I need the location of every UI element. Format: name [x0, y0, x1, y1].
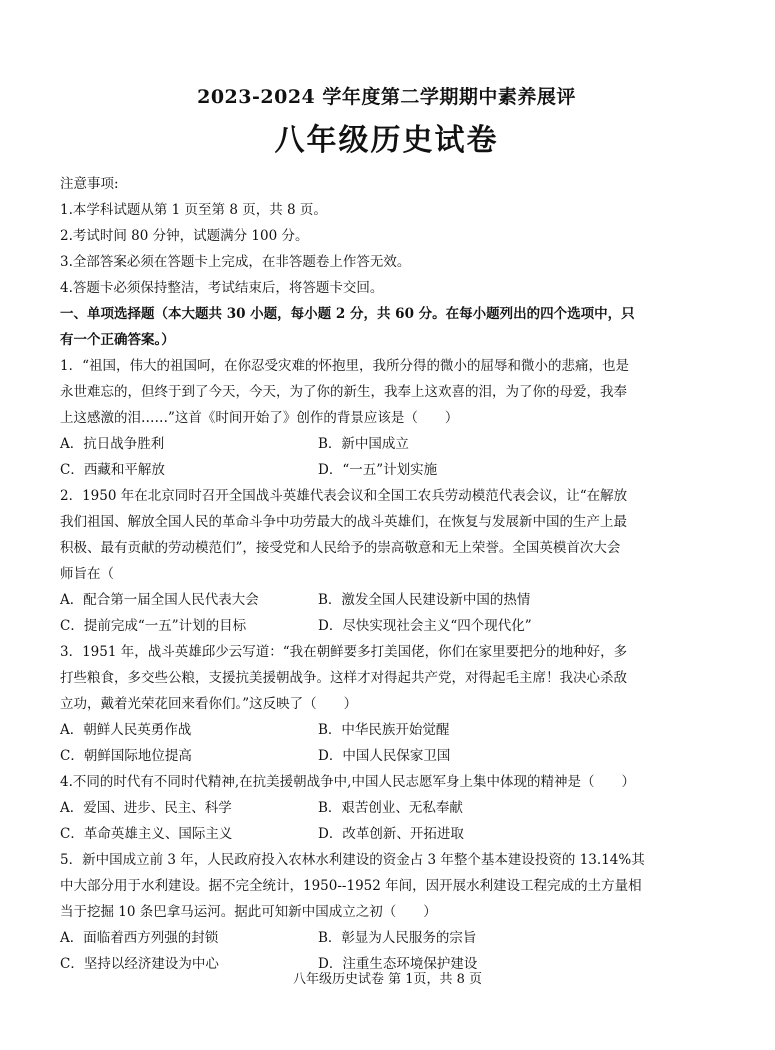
- option-b: B．彰显为人民服务的宗旨: [318, 930, 477, 946]
- question-text: 4.不同的时代有不同时代精神,在抗美援朝战争中,中国人民志愿军身上集中体现的精神是（ ）: [60, 774, 635, 790]
- section-heading: [60, 301, 713, 353]
- question-text: 积极、最有贡献的劳动模范们”，接受党和人民给予的崇高敬意和无上荣誉。全国英模首次大会: [60, 540, 621, 556]
- notice-item: 1.本学科试题从第 1 页至第 8 页，共 8 页。: [60, 202, 327, 218]
- option-a: A．配合第一届全国人民代表大会: [60, 592, 259, 608]
- page-footer: 八年级历史试卷 第 1页，共 8 页: [292, 972, 483, 987]
- question-text: 3．1951 年，战斗英雄邱少云写道：“我在朝鲜要多打美国佬，你们在家里要把分的地种好，多: [60, 644, 628, 660]
- exam-title-line1: 2023-2024 学年度第二学期期中素养展评: [197, 86, 576, 108]
- question-text: 永世难忘的，但终于到了今天，今天，为了你的新生，我奉上这欢喜的泪，为了你的母爱，我奉: [60, 384, 627, 400]
- option-c: C．提前完成“一五”计划的目标: [60, 618, 247, 634]
- question-5: [60, 847, 713, 977]
- section-heading-line: 有一个正确答案。）: [60, 332, 175, 348]
- option-d: D．注重生态环境保护建设: [318, 956, 478, 972]
- option-b: B．艰苦创业、无私奉献: [318, 800, 463, 816]
- section-heading-line: 一、单项选择题（本大题共 30 小题，每小题 2 分，共 60 分。在每小题列出的四个选项中，只: [60, 306, 635, 322]
- option-b: B．激发全国人民建设新中国的热情: [318, 592, 531, 608]
- question-text: 立功，戴着光荣花回来看你们。”这反映了（ ）: [60, 696, 358, 712]
- option-list: [60, 795, 713, 847]
- option-a: A．抗日战争胜利: [60, 436, 165, 452]
- option-list: [60, 717, 713, 769]
- option-a: A．朝鲜人民英勇作战: [60, 722, 192, 738]
- question-text: 5．新中国成立前 3 年，人民政府投入农林水利建设的资金占 3 年整个基本建设投资的 13.14%其: [60, 852, 645, 868]
- option-b: B．新中国成立: [318, 436, 409, 452]
- question-4: [60, 769, 713, 847]
- notice-item: 4.答题卡必须保持整洁，考试结束后，将答题卡交回。: [60, 280, 384, 296]
- option-c: C．革命英雄主义、国际主义: [60, 826, 233, 842]
- option-c: C．西藏和平解放: [60, 462, 165, 478]
- question-text: 打些粮食，多交些公粮，支援抗美援朝战争。这样才对得起共产党，对得起毛主席！我决心杀敌: [60, 670, 627, 686]
- question-2: [60, 483, 713, 639]
- question-1: [60, 353, 713, 483]
- option-a: A．面临着西方列强的封锁: [60, 930, 219, 946]
- question-text: 中大部分用于水利建设。据不完全统计，1950--1952 年间，因开展水利建设工程完成的土方量相: [60, 878, 642, 894]
- question-text: 2．1950 年在北京同时召开全国战斗英雄代表会议和全国工农兵劳动模范代表会议，让“在解放: [60, 488, 628, 504]
- notice-heading: 注意事项:: [60, 176, 119, 192]
- exam-title-line2: 八年级历史试卷: [274, 123, 499, 158]
- question-3: [60, 639, 713, 769]
- option-list: [60, 431, 713, 483]
- option-list: [60, 587, 713, 639]
- question-text: 1．“祖国，伟大的祖国呵，在你忍受灾难的怀抱里，我所分得的微小的屈辱和微小的悲痛，也是: [60, 358, 629, 374]
- question-text: 当于挖掘 10 条巴拿马运河。据此可知新中国成立之初（ ）: [60, 904, 437, 920]
- notice-item: 2.考试时间 80 分钟，试题满分 100 分。: [60, 228, 309, 244]
- question-text: 上这感激的泪……”这首《时间开始了》创作的背景应该是（ ）: [60, 410, 459, 426]
- question-text: 我们祖国、解放全国人民的革命斗争中功劳最大的战斗英雄们，在恢复与发展新中国的生产上最: [60, 514, 627, 530]
- option-c: C．坚持以经济建设为中心: [60, 956, 219, 972]
- option-d: D．改革创新、开拓进取: [318, 826, 464, 842]
- option-a: A．爱国、进步、民主、科学: [60, 800, 232, 816]
- option-d: D．尽快实现社会主义“四个现代化”: [318, 618, 532, 634]
- option-d: D．中国人民保家卫国: [318, 748, 451, 764]
- option-c: C．朝鲜国际地位提高: [60, 748, 192, 764]
- notice-section: [60, 171, 713, 301]
- question-text: 师旨在（: [60, 566, 114, 582]
- option-b: B．中华民族开始觉醒: [318, 722, 450, 738]
- option-d: D．“一五”计划实施: [318, 462, 438, 478]
- notice-item: 3.全部答案必须在答题卡上完成，在非答题卷上作答无效。: [60, 254, 411, 270]
